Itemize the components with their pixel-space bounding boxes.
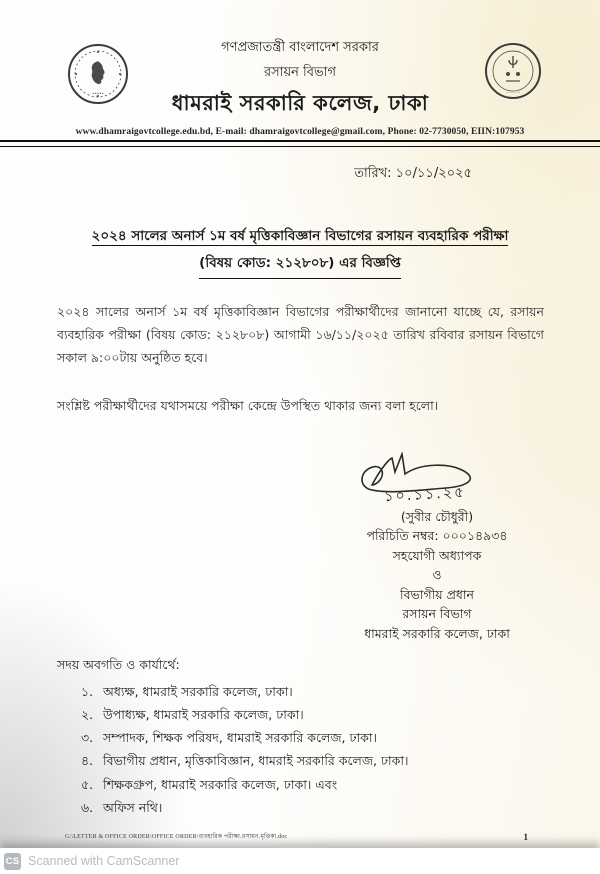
item-number: ৩. (81, 730, 94, 746)
notice-paragraph-1: ২০২৪ সালের অনার্স ১ম বর্ষ মৃত্তিকাবিজ্ঞান বিভাগের পরীক্ষার্থীদের জানানো যাচ্ছে যে, রসায়ন ব্যবহারিক পরীক্ষা (বিষয় কোড: ২১২৮০৮) আগামী ১৬/১১/২০২৫ তারিখ রবিবার রসায়ন বিভাগে সকাল ৯:০০টায় অনুষ্ঠিত হবে। (57, 304, 544, 366)
date-line: তারিখ: ১০/১১/২০২৫ (354, 166, 472, 181)
camscanner-logo-icon: CS (4, 853, 21, 870)
item-number: ৫. (81, 776, 94, 792)
distribution-section (57, 657, 600, 815)
item-text: বিভাগীয় প্রধান, মৃত্তিকাবিজ্ঞান, ধামরাই সরকারি কলেজ, ঢাকা। (103, 753, 409, 769)
svg-text:•••••: ••••• (92, 91, 104, 96)
notice-title (0, 223, 600, 279)
notice-paragraph-2: সংশ্লিষ্ট পরীক্ষার্থীদের যথাসময়ে পরীক্ষা কেন্দ্রে উপস্থিত থাকার জন্য বলা হলো। (57, 398, 439, 414)
camscanner-watermark-label: Scanned with CamScanner (28, 854, 180, 868)
letterhead (0, 0, 600, 147)
signature-handwritten-date: ১০.১১.২৫ (383, 484, 467, 505)
list-item (81, 800, 600, 816)
item-text: শিক্ষকগ্রুপ, ধামরাই সরকারি কলেজ, ঢাকা। এবং (103, 776, 338, 792)
item-text: অফিস নথি। (103, 799, 163, 815)
signatory-name: (সুবীর চৌধুরী) (400, 508, 474, 524)
signatory-institution: ধামরাই সরকারি কলেজ, ঢাকা (364, 625, 510, 641)
signatory-department: রসায়ন বিভাগ (402, 606, 472, 621)
contact-line: www.dhamraigovtcollege.edu.bd, E-mail: dhamraigovtcollege@gmail.com, Phone: 02-7730050, EIIN:107953 (75, 127, 525, 137)
distribution-list (81, 684, 600, 815)
signatory-id: পরিচিতি নম্বর: ০০০১৪৯৩৪ (366, 528, 508, 543)
college-seal-icon (482, 40, 544, 102)
government-seal-icon (66, 42, 130, 106)
notice-title-line1: ২০২৪ সালের অনার্স ১ম বর্ষ মৃত্তিকাবিজ্ঞান বিভাগের রসায়ন ব্যবহারিক পরীক্ষা (91, 228, 509, 244)
list-item (81, 753, 600, 769)
item-number: ১. (81, 684, 94, 699)
list-item (81, 777, 600, 793)
page-number: 1 (523, 832, 528, 842)
list-item (81, 730, 600, 746)
notice-title-line2: (বিষয় কোড: ২১২৮০৮) এর বিজ্ঞপ্তি (199, 250, 401, 279)
svg-text:◦◦◦◦◦◦: ◦◦◦◦◦◦ (505, 90, 521, 95)
signature-block (322, 452, 552, 644)
signatory-designation-1: সহযোগী অধ্যাপক (392, 547, 482, 563)
government-line: গণপ্রজাতন্ত্রী বাংলাদেশ সরকার (221, 40, 379, 55)
college-name: ধামরাই সরকারি কলেজ, ঢাকা (171, 91, 429, 115)
distribution-heading: সদয় অবগতি ও কার্যার্থে: (57, 657, 180, 672)
camscanner-watermark-bar (0, 848, 600, 874)
header-divider (0, 140, 600, 147)
signatory-conjunction: ও (432, 567, 442, 582)
item-number: ৪. (81, 753, 94, 769)
page-footer (65, 831, 528, 842)
list-item (81, 707, 600, 723)
item-text: সম্পাদক, শিক্ষক পরিষদ, ধামরাই সরকারি কলেজ, ঢাকা। (103, 730, 378, 746)
signature-scribble (322, 452, 552, 510)
item-text: উপাধ্যক্ষ, ধামরাই সরকারি কলেজ, ঢাকা। (103, 707, 304, 723)
item-number: ২. (81, 707, 94, 723)
item-number: ৬. (81, 799, 94, 815)
list-item (81, 684, 600, 700)
department-line: রসায়ন বিভাগ (264, 65, 336, 80)
signatory-designation-2: বিভাগীয় প্রধান (400, 586, 474, 602)
svg-text:◦◦◦◦◦◦: ◦◦◦◦◦◦ (505, 49, 521, 54)
document-file-path: G:\LETTER & OFFICE ORDER\OFFICE ORDER\ব্যবহারিক পরীক্ষা.রসায়ন.মৃত্তিকা.doc (65, 834, 288, 840)
item-text: অধ্যক্ষ, ধামরাই সরকারি কলেজ, ঢাকা। (103, 684, 293, 699)
